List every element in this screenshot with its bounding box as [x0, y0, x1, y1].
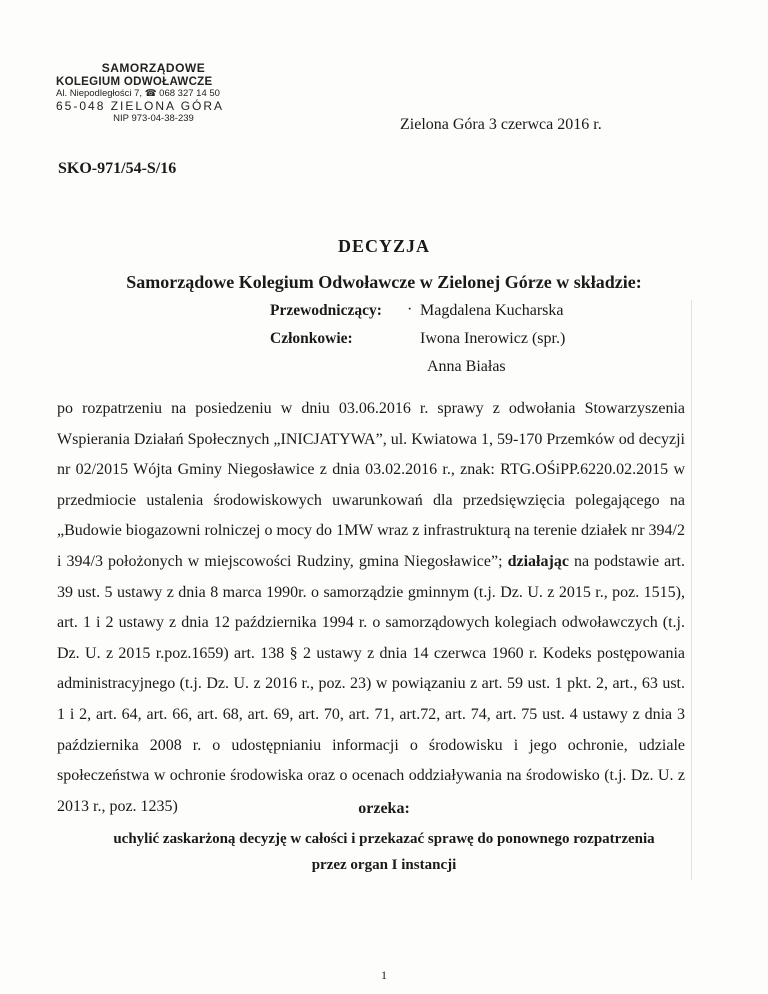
- document-subtitle: Samorządowe Kolegium Odwoławcze w Zielonej Górze w składzie:: [126, 272, 642, 292]
- decision-body: [57, 394, 685, 822]
- member-1: Iwona Inerowicz (spr.): [420, 330, 566, 347]
- ruling-text: [90, 826, 678, 878]
- stamp-line-1: SAMORZĄDOWE: [101, 61, 206, 75]
- stamp-nip: NIP 973-04-38-239: [113, 112, 194, 124]
- stamp-city: 65-048 ZIELONA GÓRA: [56, 98, 225, 113]
- chair-label: Przewodniczący:: [270, 302, 382, 319]
- ruling-heading: orzeka:: [358, 800, 410, 817]
- body-emphasis: działając: [507, 552, 569, 570]
- ruling-line-1: uchylić zaskarżoną decyzję w całości i przekazać sprawę do ponownego rozpatrzenia: [113, 831, 655, 847]
- chair-name: Magdalena Kucharska: [420, 302, 564, 319]
- document-title: DECYZJA: [337, 236, 430, 256]
- institution-stamp: [56, 62, 251, 125]
- case-reference: SKO-971/54-S/16: [58, 160, 177, 177]
- document-date: Zielona Góra 3 czerwca 2016 r.: [400, 116, 602, 133]
- ruling-line-2: przez organ I instancji: [311, 857, 457, 873]
- members-label: Członkowie:: [270, 330, 353, 347]
- body-part-1: po rozpatrzeniu na posiedzeniu w dniu 03.06.2016 r. sprawy z odwołania Stowarzyszenia Wspierania Działań Społecznych „INICJATYWA”, ul. Kwiatowa 1, 59-170 Przemków od decyzji nr 02/2015 Wójta Gminy Niegosławice z dnia 03.02.2016 r., znak: RTG.OŚiPP.6220.02.2015 w przedmiocie ustalenia środowiskowych uwarunkowań dla przedsięwzięcia polegającego na „Budowie biogazowni rolniczej o mocy do 1MW wraz z infrastrukturą na terenie działek nr 394/2 i 394/3 położonych w miejscowości Rudziny, gmina Niegosławice”;: [57, 400, 685, 570]
- stamp-address: Al. Niepodległości 7, ☎ 068 327 14 50: [56, 88, 220, 100]
- member-2: Anna Białas: [427, 358, 506, 375]
- chair-dot: ·: [407, 301, 413, 318]
- body-part-2: na podstawie art. 39 ust. 5 ustawy z dnia 8 marca 1990r. o samorządzie gminnym (t.j. Dz. U. z 2015 r., poz. 1515), art. 1 i 2 ustawy z dnia 12 października 1994 r. o samorządowych kolegiach odwoławczych (t.j. Dz. U. z 2015 r.poz.1659) art. 138 § 2 ustawy z dnia 14 czerwca 1960 r. Kodeks postępowania administracyjnego (t.j. Dz. U. z 2016 r., poz. 23) w powiązaniu z art. 59 ust. 1 pkt. 2, art., 63 ust. 1 i 2, art. 64, art. 66, art. 68, art. 69, art. 70, art. 71, art.72, art. 74, art. 75 ust. 4 ustawy z dnia 3 października 2008 r. o udostępnianiu informacji o środowisku i jego ochronie, udziale społeczeństwa w ochronie środowiska oraz o ocenach oddziaływania na środowisko (t.j. Dz. U. z 2013 r., poz. 1235): [57, 552, 686, 815]
- page-number: 1: [381, 968, 387, 982]
- scan-artifact-line: [691, 300, 692, 880]
- stamp-line-2: KOLEGIUM ODWOŁAWCZE: [56, 75, 213, 88]
